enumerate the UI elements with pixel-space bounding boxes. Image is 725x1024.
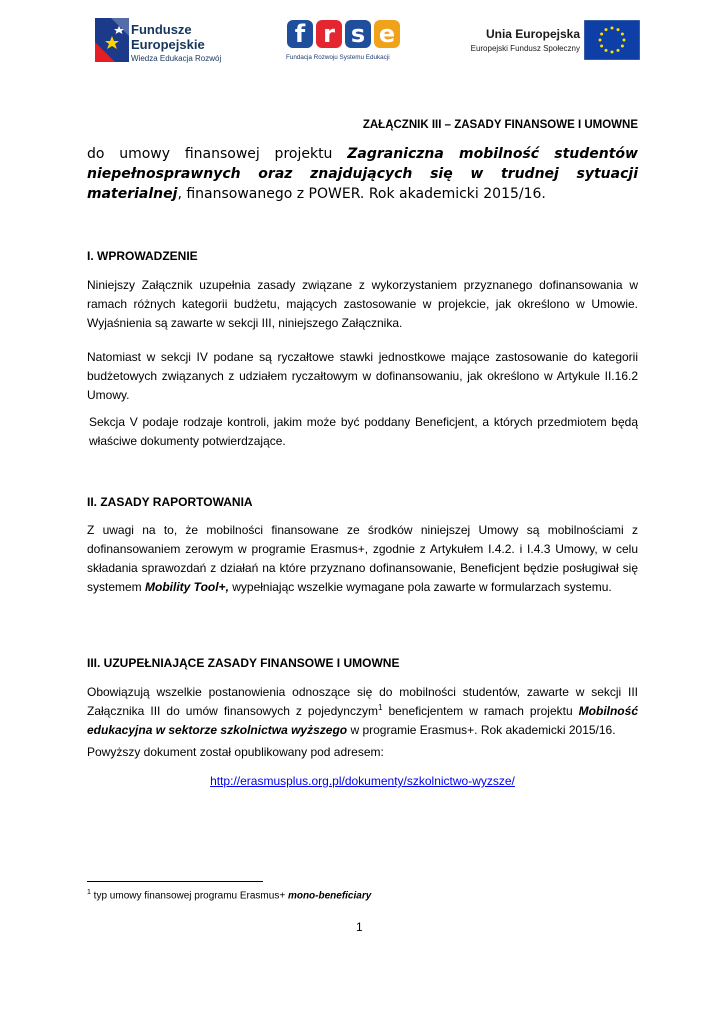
section-1-heading: I. WPROWADZENIE (87, 249, 198, 263)
document-link-line (87, 772, 638, 791)
intro-project-name: Zagraniczna mobilność studentów niepełnosprawnych oraz znajdujących się w trudnej sytuacji materialnej (87, 146, 638, 202)
frse-letters (287, 20, 400, 48)
section-3-paragraph-1 (87, 683, 638, 740)
section-3-project-name: Mobilność edukacyjna w sektorze szkolnictwa wyższego (87, 704, 638, 737)
eu-flag-star (600, 33, 603, 36)
section-3-text-after: w programie Erasmus+. Rok akademicki 2015/16. (347, 723, 616, 737)
section-2-text-after: wypełniając wszelkie wymagane pola zawarte w formularzach systemu. (228, 580, 612, 594)
fundusze-europejskie-mark-icon (93, 16, 133, 64)
section-3-heading: III. UZUPEŁNIAJĄCE ZASADY FINANSOWE I UMOWNE (87, 656, 400, 670)
section-1-paragraph-1: Niniejszy Załącznik uzupełnia zasady związane z wykorzystaniem przyznanego dofinansowania w ramach różnych kategorii budżetu, mających zastosowanie w projekcie, jak określono w Umowie. Wyjaśnienia są zawarte w sekcji III, niniejszego Załącznika. (87, 278, 638, 330)
eu-logo-text (454, 27, 580, 53)
section-3-text-before: Obowiązują wszelkie postanowienia odnoszące się do mobilności studentów, zawarte w sekcji III Załącznika III do umów finansowych z pojedynczym (87, 685, 638, 718)
frse-logo-subtitle: Fundacja Rozwoju Systemu Edukacji (286, 54, 390, 61)
frse-letter-r: r (316, 20, 342, 48)
eu-logo-subtitle: Europejski Fundusz Społeczny (470, 44, 580, 53)
eu-flag-icon (584, 20, 640, 60)
section-1-paragraph-3: Sekcja V podaje rodzaje kontroli, jakim może być poddany Beneficjent, a których przedmiotem będą właściwe dokumenty potwierdzające. (89, 415, 638, 448)
eu-flag-star (611, 51, 614, 54)
document-url-link[interactable]: http://erasmusplus.org.pl/dokumenty/szkolnictwo-wyzsze/ (210, 774, 515, 788)
eu-logo-title: Unia Europejska (485, 27, 580, 41)
page-number: 1 (356, 920, 363, 934)
fundusze-europejskie-logo (93, 16, 243, 66)
intro-prefix: do umowy finansowej projektu (87, 146, 348, 162)
annex-title: ZAŁĄCZNIK III – ZASADY FINANSOWE I UMOWNE (362, 119, 638, 131)
eu-flag-star (600, 45, 603, 48)
section-3-text-mid: beneficjentem w ramach projektu (382, 704, 579, 718)
frse-logo (284, 20, 404, 66)
eu-flag-star (617, 28, 620, 31)
eu-flag-star (623, 39, 626, 42)
section-2-heading: II. ZASADY RAPORTOWANIA (87, 495, 253, 509)
frse-letter-s: s (345, 20, 371, 48)
intro-suffix: , finansowanego z POWER. Rok akademicki 2015/16. (177, 186, 546, 202)
section-1-paragraph-2: Natomiast w sekcji IV podane są ryczałtowe stawki jednostkowe mające zastosowanie do kategorii budżetowych związanych z udziałem ryczałtowym w dofinansowaniu, jak określono w Artykule II.16.2 Umowy. (87, 350, 638, 402)
eu-flag-star (621, 45, 624, 48)
eu-flag-star (611, 27, 614, 30)
fe-logo-line2: Europejskie (131, 37, 205, 52)
section-2-paragraph-1 (87, 521, 638, 597)
eu-flag-star (621, 33, 624, 36)
eu-flag-star (599, 39, 602, 42)
intro-paragraph (87, 144, 638, 204)
eu-flag-star (605, 49, 608, 52)
frse-letter-f: f (287, 20, 313, 48)
eu-flag-star (617, 49, 620, 52)
section-2-text-before: Z uwagi na to, że mobilności finansowane ze środków niniejszej Umowy są mobilnościami z dofinansowaniem zerowym w programie Erasmus+, zgodnie z Artykułem I.4.2. i I.4.3 Umowy, w celu składania sprawozdań z działań na które przyznano dofinansowanie, Beneficjent będzie posługiwał się systemem (87, 523, 638, 594)
frse-letter-e: e (374, 20, 400, 48)
fe-logo-subtitle: Wiedza Edukacja Rozwój (131, 54, 222, 63)
footnote (87, 889, 371, 901)
footnote-emphasis: mono-beneficiary (287, 890, 372, 902)
footnote-mark: 1 (87, 889, 91, 896)
footnote-separator (87, 881, 263, 882)
section-3-paragraph-2: Powyższy dokument został opublikowany pod adresem: (87, 745, 384, 759)
fe-logo-line1: Fundusze (131, 22, 192, 37)
mobility-tool-name: Mobility Tool+, (145, 580, 229, 594)
eu-flag-star (605, 28, 608, 31)
footnote-text: typ umowy finansowej programu Erasmus+ (90, 890, 288, 902)
footnote-reference[interactable]: 1 (377, 703, 383, 712)
